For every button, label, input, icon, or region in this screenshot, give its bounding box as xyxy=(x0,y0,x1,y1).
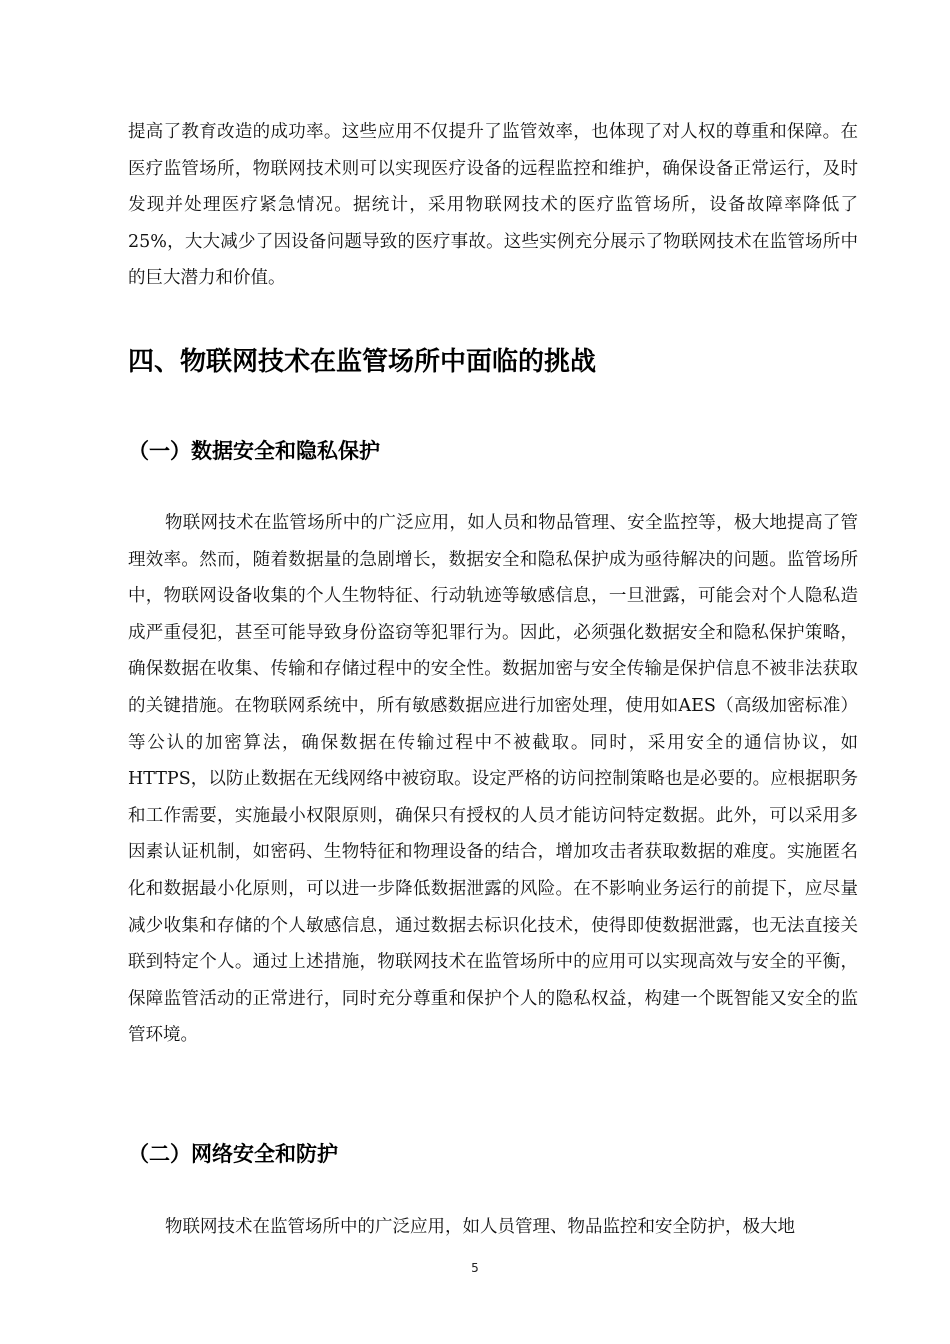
subsection-heading: （二）网络安全和防护 xyxy=(128,1142,338,1166)
section-heading: 四、物联网技术在监管场所中面临的挑战 xyxy=(128,347,597,377)
body-paragraph: 物联网技术在监管场所中的广泛应用，如人员管理、物品监控和安全防护，极大地 xyxy=(165,1217,795,1237)
subsection-heading: （一）数据安全和隐私保护 xyxy=(128,439,380,463)
page-number: 5 xyxy=(471,1261,479,1275)
body-paragraph: 物联网技术在监管场所中的广泛应用，如人员和物品管理、安全监控等，极大地提高了管理效率。然而，随着数据量的急剧增长，数据安全和隐私保护成为亟待解决的问题。监管场所中，物联网设备收集的个人生物特征、行动轨迹等敏感信息，一旦泄露，可能会对个人隐私造成严重侵犯，甚至可能导致身份盗窃等犯罪行为。因此，必须强化数据安全和隐私保护策略，确保数据在收集、传输和存储过程中的安全性。数据加密与安全传输是保护信息不被非法获取的关键措施。在物联网系统中，所有敏感数据应进行加密处理，使用如AES（高级加密标准）等公认的加密算法，确保数据在传输过程中不被截取。同时，采用安全的通信协议，如HTTPS，以防止数据在无线网络中被窃取。设定严格的访问控制策略也是必要的。应根据职务和工作需要，实施最小权限原则，确保只有授权的人员才能访问特定数据。此外，可以采用多因素认证机制，如密码、生物特征和物理设备的结合，增加攻击者获取数据的难度。实施匿名化和数据最小化原则，可以进一步降低数据泄露的风险。在不影响业务运行的前提下，应尽量减少收集和存储的个人敏感信息，通过数据去标识化技术，使得即使数据泄露，也无法直接关联到特定个人。通过上述措施，物联网技术在监管场所中的应用可以实现高效与安全的平衡，保障监管活动的正常进行，同时充分尊重和保护个人的隐私权益，构建一个既智能又安全的监管环境。 xyxy=(128,513,858,1046)
body-paragraph: 提高了教育改造的成功率。这些应用不仅提升了监管效率，也体现了对人权的尊重和保障。在医疗监管场所，物联网技术则可以实现医疗设备的远程监控和维护，确保设备正常运行，及时发现并处理医疗紧急情况。据统计，采用物联网技术的医疗监管场所，设备故障率降低了 25%，大大减少了因设备问题导致的医疗事故。这些实例充分展示了物联网技术在监管场所中的巨大潜力和价值。 xyxy=(128,122,858,289)
